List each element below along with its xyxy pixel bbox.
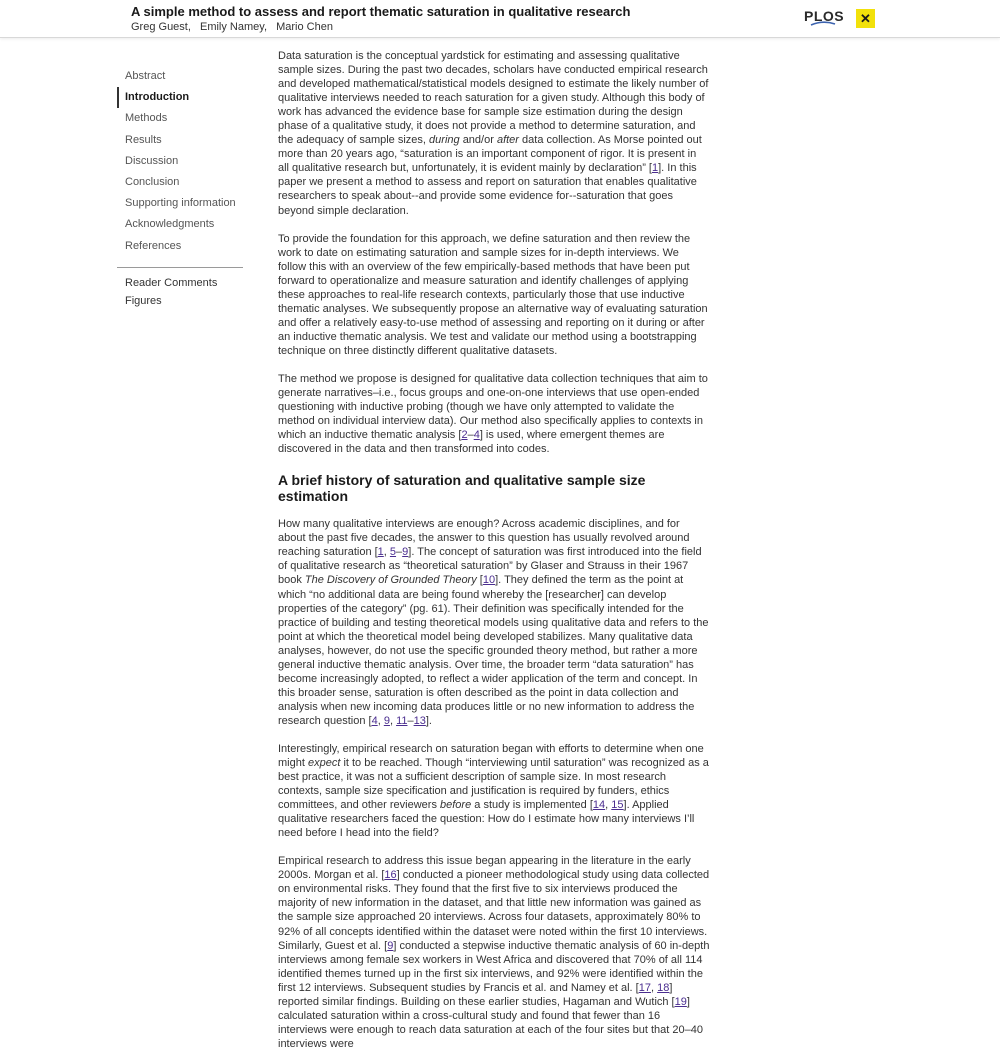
paragraph: The method we propose is designed for qualitative data collection techniques that aim to generate narratives–i.e., focus groups and one-on-one interviews that use open-ended questioning with inductive probing (though we have only attempted to validate the method on individual interview data). Our method also specifically applies to contexts in which an inductive thematic analysis [2–4] is used, where emergent themes are discovered in the data and then transformed into codes.	[278, 372, 708, 456]
paragraph: Empirical research to address this issue began appearing in the literature in the early 2000s. Morgan et al. [16] conducted a pioneer methodological study using data collected on environmental risks. They found that the first five to six interviews produced the majority of new information in the dataset, and that little new information was gained as the sample size approached 20 interviews. Across four datasets, approximately 80% to 92% of all concepts identified within the dataset were noted within the first 10 interviews. Similarly, Guest et al. [9] conducted a stepwise inductive thematic analysis of 60 in-depth interviews among female sex workers in West Africa and discovered that 70% of all 114 identified themes turned up in the first six interviews, and 92% were identified within the first 12 interviews. Subsequent studies by Francis et al. and Namey et al. [17, 18] reported similar findings. Building on these earlier studies, Hagaman and Wutich [19] calculated saturation within a cross-cultural study and found that fewer than 16 interviews were enough to reach data saturation at each of the four sites but that 20–40 interviews were	[278, 855, 710, 1050]
citation-link[interactable]: 1	[377, 546, 384, 559]
citation-link[interactable]: 14	[592, 799, 606, 812]
section-heading: A brief history of saturation and qualitative sample size estimation	[278, 472, 646, 505]
citation-link[interactable]: 19	[674, 995, 687, 1008]
citation-link[interactable]: 5	[389, 546, 397, 559]
nav-item-results[interactable]: Results	[125, 133, 162, 146]
nav-item-conclusion[interactable]: Conclusion	[125, 175, 180, 188]
plos-logo-text: PLOS	[804, 8, 845, 24]
section-navigation	[117, 66, 243, 310]
nav-item-methods[interactable]: Methods	[125, 112, 168, 125]
paragraph: Data saturation is the conceptual yardstick for estimating and assessing qualitative sample sizes. During the past two decades, scholars have conducted empirical research and developed mathematical/statistical models designed to estimate the likely number of qualitative interviews needed to reach saturation for a given study. Although this body of work has advanced the evidence base for sample size estimation during the design phase of a qualitative study, it does not provide a method to determine saturation, and the adequacy of sample sizes, during and/or after data collection. As Morse pointed out more than 20 years ago, “saturation is an important component of rigor. It is present in all qualitative research but, unfortunately, it is evident mainly by declaration” [1]. In this paper we present a method to assess and report on saturation that enables qualitative researchers to speak about--and provide some evidence for--saturation that goes beyond simple declaration.	[278, 50, 709, 217]
nav-item-introduction[interactable]: Introduction	[117, 87, 243, 108]
citation-link[interactable]: 9	[402, 546, 409, 559]
nav-item-acknowledgments[interactable]: Acknowledgments	[125, 218, 215, 231]
author-name[interactable]: Greg Guest,	[131, 21, 191, 33]
nav-item-supporting-information[interactable]: Supporting information	[125, 197, 236, 210]
author-name[interactable]: Emily Namey,	[199, 21, 268, 33]
citation-link[interactable]: 16	[384, 869, 397, 882]
nav-item-figures[interactable]: Figures	[125, 294, 162, 307]
paragraph: To provide the foundation for this approach, we define saturation and then review the work to date on estimating saturation and sample sizes for in-depth interviews. We follow this with an overview of the few empirically-based methods that have been put forward to operationalize and measure saturation and identify challenges of applying these approaches to real-life research contexts, particularly those that use inductive thematic analyses. We subsequently propose an alternative way of evaluating saturation and offer a relatively easy-to-use method of assessing and reporting on it during or after an inductive thematic analysis. We test and validate our method using a bootstrapping technique on three distinctly different qualitative datasets.	[278, 232, 708, 357]
close-icon: ✕	[860, 11, 871, 26]
citation-link[interactable]: 2	[461, 429, 468, 442]
nav-item-abstract[interactable]: Abstract	[125, 70, 166, 82]
citation-link[interactable]: 9	[383, 714, 390, 727]
book-title: The Discovery of Grounded Theory	[304, 574, 477, 587]
plos-logo-swoosh-icon	[810, 21, 836, 27]
paragraph: Interestingly, empirical research on saturation began with efforts to determine when one might expect it to be reached. Though “interviewing until saturation” was recognized as a best practice, it was not a sufficient description of sample size. In most research contexts, sample size specification and justification is required by funders, ethics committees, and other reviewers before a study is implemented [14, 15]. Applied qualitative researchers faced the question: How do I estimate how many interviews I’ll need before I head into the field?	[278, 742, 709, 840]
sidebar-divider	[117, 267, 243, 268]
article-header	[0, 0, 1000, 38]
paragraph: How many qualitative interviews are enough? Across academic disciplines, and for about the past five decades, the answer to this question has usually revolved around reaching saturation [1, 5–9]. The concept of saturation was first introduced into the field of qualitative research as “theoretical saturation” by Glaser and Strauss in their 1967 book The Discovery of Grounded Theory [10]. They defined the term as the point at which “no additional data are being found whereby the [researcher] can develop properties of the category” (pg. 61). Their definition was specifically intended for the practice of building and testing theoretical models using qualitative data and refers to the point at which the theoretical model being developed stabilizes. Many qualitative data analyses, however, do not use the specific grounded theory method, but rather a more general inductive thematic analysis. Over time, the broader term “data saturation” has become increasingly adopted, to reflect a wider application of the term and concept. In this broader sense, saturation is often described as the point in data collection and analysis when new incoming data produces little or no new information to address the research question [4, 9, 11–13].	[278, 518, 709, 727]
citation-link[interactable]: 11	[396, 714, 408, 727]
citation-link[interactable]: 4	[371, 714, 378, 727]
citation-link[interactable]: 18	[657, 981, 670, 994]
author-name[interactable]: Mario Chen	[276, 21, 333, 33]
citation-link[interactable]: 10	[482, 574, 496, 587]
citation-link[interactable]: 1	[652, 162, 659, 175]
citation-link[interactable]: 17	[638, 981, 651, 994]
nav-item-discussion[interactable]: Discussion	[125, 154, 179, 167]
citation-link[interactable]: 9	[387, 939, 394, 952]
article-body	[278, 49, 710, 1051]
citation-link[interactable]: 13	[413, 714, 426, 727]
nav-item-references[interactable]: References	[125, 239, 182, 252]
article-title: A simple method to assess and report thematic saturation in qualitative research	[131, 4, 631, 19]
nav-item-reader-comments[interactable]: Reader Comments	[125, 276, 218, 289]
close-button[interactable]	[856, 9, 875, 28]
citation-link[interactable]: 4	[473, 429, 480, 442]
author-list	[131, 21, 339, 33]
citation-link[interactable]: 15	[611, 799, 624, 812]
